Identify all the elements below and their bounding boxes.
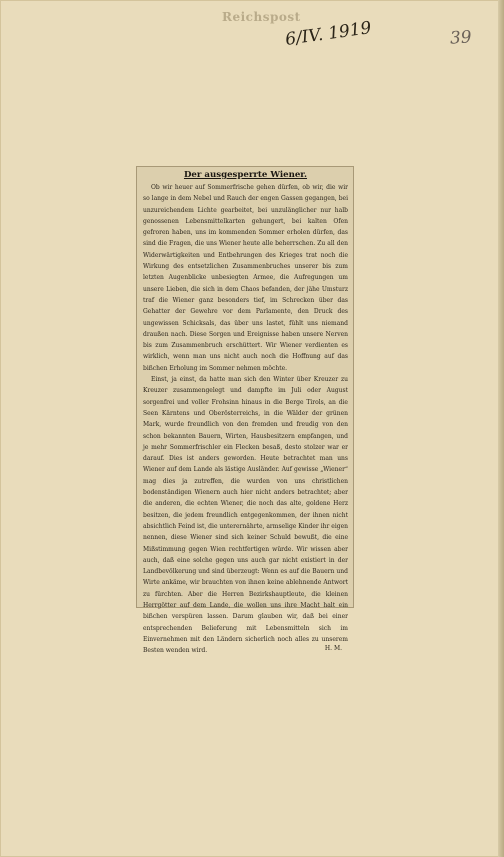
handwritten-date: 6/IV. 1919 bbox=[284, 18, 373, 50]
handwritten-page-number: 39 bbox=[449, 27, 473, 49]
sheet-edge bbox=[498, 0, 504, 857]
article-paragraph: Einst, ja einst, da hatte man sich den Winter über Kreuzer zu Kreuzer zusammengelegt und dampfte im Juli oder August sorgenfrei und voller Frohsinn hinaus in die Berge Tirols, an die Seen Kärntens und Oberösterreichs, in die Wälder der grünen Mark, wurde freundlich von den fremden und freudig von den schon bekannten Bauern, Wirten, Hausbesitzern empfangen, und je mehr Sommerfrischler ein Flecken besaß, desto stolzer war er darauf. Dies ist anders geworden. Heute betrachtet man uns Wiener auf dem Lande als lästige Ausländer. Auf gewisse „Wiener“ mag dies ja zutreffen, die wurden von uns christlichen bodenständigen Wienern auch hier nicht anders betrachtet; aber die anderen, die echten Wiener, die noch das alte, goldene Herz besitzen, die jedem freundlich entgegenkommen, der ihnen nicht absichtlich Feind ist, die unterernährte, armselige Kinder ihr eigen nennen, diese Wiener sind sich keiner Schuld bewußt, die eine Mißstimmung gegen Wien rechtfertigen würde. Wir wissen aber auch, daß eine solche gegen uns auch gar nicht existiert in der Landbevölkerung und sind überzeugt: Wenn es auf die Bauern und Wirte ankäme, wir brauchten von ihnen keine ablehnende Antwort zu fürchten. Aber die Herren Bezirkshauptleute, die kleinen Herrgötter auf dem Lande, die wollen uns ihre Macht halt ein bißchen verspüren lassen. Darum glauben wir, daß bei einer entsprechenden Belieferung mit Lebensmitteln sich im Einvernehmen mit den Ländern sicherlich noch alles zu unserem Besten wenden wird. bbox=[143, 376, 348, 655]
article-title: Der ausgesperrte Wiener. bbox=[183, 170, 308, 180]
archive-stamp: Reichspost bbox=[222, 10, 301, 24]
article-paragraph: Ob wir heuer auf Sommerfrische gehen dürfen, ob wir, die wir so lange in dem Nebel und Rauch der engen Gassen gegangen, bei unzureichendem Lichte gearbeitet, bei unzulänglicher nur halb genossenen Lebensmittelkarten gehungert, bei kalten Ofen gefroren haben, uns im kommenden Sommer erholen dürfen, das sind die Fragen, die uns Wiener heute alle beherrschen. Zu all den Widerwärtigkeiten und Entbehrungen des Krieges trat noch die Wirkung des entsetzlichen Zusammenbruches unserer bis zum letzten Augenblicke unbesiegten Armee, die Aufregungen um unsere Lieben, die sich in dem Chaos befanden, der jähe Umsturz traf die Wiener ganz besonders tief, im Schrecken über das Gehatter der Gewehre vor dem Parlamente, den Druck des ungewissen Schicksals, das über uns lastet, fühlt uns niemand draußen nach. Diese Sorgen und Ereignisse haben unsere Nerven bis zum Zusammenbruch erschüttert. Wir Wiener verdienten es wirklich, wenn man uns nicht auch noch die Hoffnung auf das bißchen Erholung im Sommer nehmen möchte. bbox=[143, 184, 348, 372]
article-body bbox=[143, 182, 348, 656]
article-signature: H. M. bbox=[324, 645, 342, 653]
newspaper-clipping bbox=[136, 166, 354, 655]
